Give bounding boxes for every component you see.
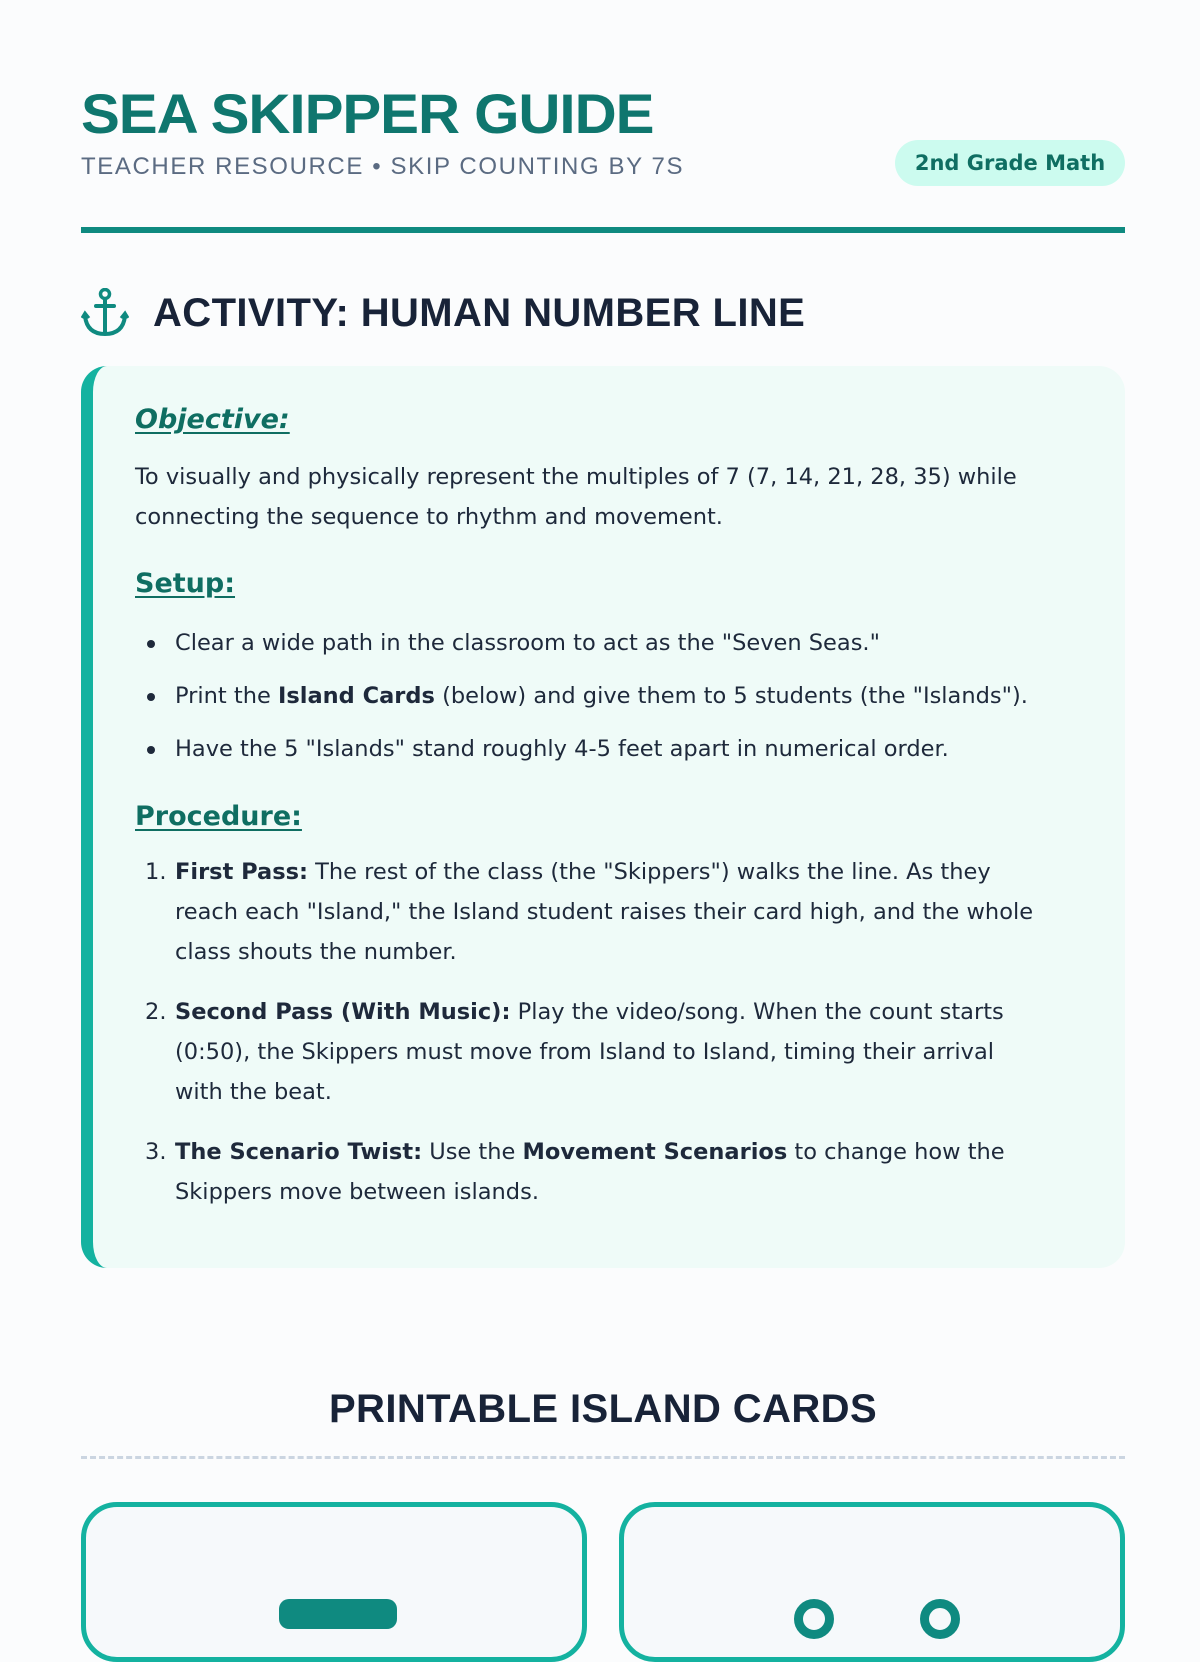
procedure-heading: Procedure: [135,801,302,832]
step-text [175,1132,1085,1212]
bullet-icon [147,693,155,701]
setup-item-text-post: (below) and give them to 5 students (the "Islands"). [434,683,1028,709]
setup-item-text: Have the 5 "Islands" stand roughly 4-5 feet apart in numerical order. [175,736,949,762]
setup-item-bold: Island Cards [278,683,435,709]
setup-item-text: Clear a wide path in the classroom to act as the "Seven Seas." [175,630,880,656]
page-subtitle: TEACHER RESOURCE • SKIP COUNTING BY 7S [81,153,685,180]
page-title: SEA SKIPPER GUIDE [81,82,654,145]
step-line: Skippers move between islands. [175,1179,539,1205]
activity-heading: ACTIVITY: HUMAN NUMBER LINE [153,290,806,335]
step-text [175,852,1085,972]
setup-item-text-pre: Print the [175,683,278,709]
cards-section-heading: PRINTABLE ISLAND CARDS [328,1387,878,1431]
step-number: 2. [145,999,167,1025]
step-line: with the beat. [175,1079,332,1105]
step-label: Second Pass (With Music): [175,999,511,1025]
setup-heading: Setup: [135,568,236,599]
island-card [81,1502,587,1662]
step-line: (0:50), the Skippers must move from Island to Island, timing their arrival [175,1039,995,1065]
island-card-graphic [279,1599,397,1629]
step-number: 1. [145,859,167,885]
activity-card [81,366,1125,1268]
step-label: First Pass: [175,859,309,885]
step-number: 3. [145,1139,167,1165]
objective-text [135,457,1085,537]
step-text [175,992,1085,1112]
objective-heading: Objective: [135,404,290,435]
step-line: to change how the [787,1139,1005,1165]
bullet-icon [147,640,155,648]
anchor-icon [81,288,129,338]
step-label-2: Movement Scenarios [522,1139,788,1165]
grade-badge: 2nd Grade Math [895,140,1125,186]
activity-heading-row [81,288,805,338]
step-line: class shouts the number. [175,939,457,965]
cards-section-divider [81,1456,1125,1459]
step-label: The Scenario Twist: [175,1139,423,1165]
setup-item-text [175,681,1028,711]
island-card [619,1502,1125,1662]
objective-line-1: To visually and physically represent the multiples of 7 (7, 14, 21, 28, 35) while [135,464,1017,490]
step-line: Play the video/song. When the count starts [510,999,1004,1025]
header-divider [81,227,1125,233]
step-line: reach each "Island," the Island student raises their card high, and the whole [175,899,1034,925]
island-card-graphic [794,1599,834,1639]
step-line: The rest of the class (the "Skippers") walks the line. As they [308,859,991,885]
objective-line-2: connecting the sequence to rhythm and movement. [135,504,723,530]
step-line: Use the [422,1139,523,1165]
bullet-icon [147,746,155,754]
island-card-graphic [920,1599,960,1639]
